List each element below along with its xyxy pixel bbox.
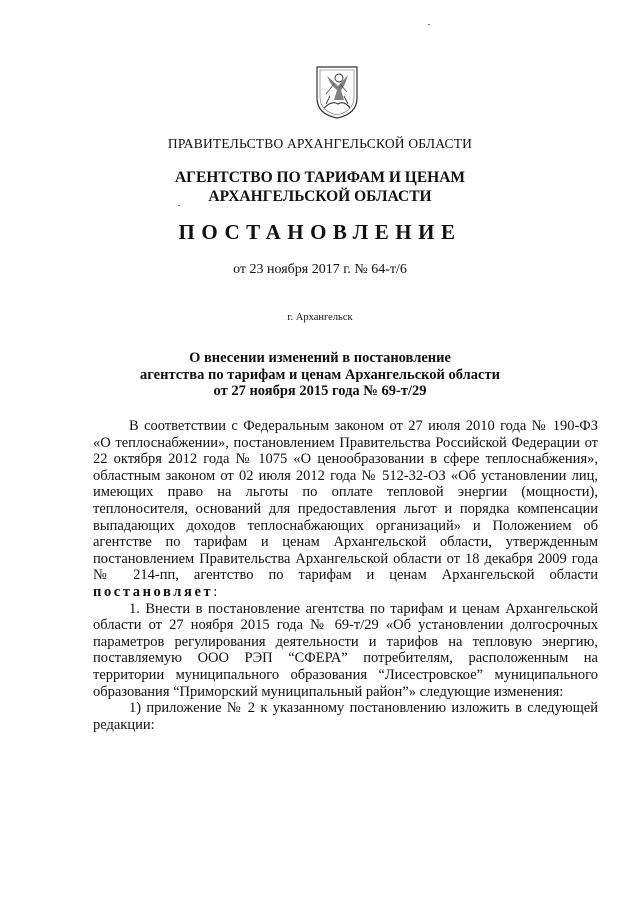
agency-name <box>0 168 640 206</box>
subject-line3: от 27 ноября 2015 года № 69-т/29 <box>213 383 427 399</box>
subject-line1: О внесении изменений в постановление <box>189 350 451 366</box>
government-name: ПРАВИТЕЛЬСТВО АРХАНГЕЛЬСКОЙ ОБЛАСТИ <box>167 136 473 151</box>
city: г. Архангельск <box>287 312 353 323</box>
preamble-colon: : <box>213 583 218 600</box>
preamble-text: В соответствии с Федеральным законом от 27 июля 2010 года № 190-ФЗ «О теплоснабжении», постановлением Правительства Российской Федерации от 22 октября 2012 года № 1075 «О ценообразовании в сфере теплоснабжения», областным законом от 02 июля 2012 года № 512-32-ОЗ «Об установлении лиц, имеющих право на льготы по оплате тепловой энергии (мощности), теплоносителя, оснований для предоставления льгот и порядка компенсации выпадающих доходов теплоснабжающих организаций» и Положением об агентстве по тарифам и ценам Архангельской области, утвержденным постановлением Правительства Архангельской области от 18 декабря 2009 года № 214-пп, агентство по тарифам и ценам Архангельской области <box>93 418 598 584</box>
document-type: ПОСТАНОВЛЕНИЕ <box>178 220 462 244</box>
resolution-keyword: постановляет <box>93 583 214 600</box>
coat-of-arms-icon <box>314 64 360 120</box>
date-number: от 23 ноября 2017 г. № 64-т/6 <box>233 262 407 277</box>
scan-speck <box>428 24 430 25</box>
paragraph-subitem-1: 1) приложение № 2 к указанному постановлению изложить в следующей редакции: <box>93 700 598 733</box>
paragraph-preamble <box>93 418 598 601</box>
paragraph-item-1: 1. Внести в постановление агентства по тарифам и ценам Архангельской области от 27 ноября 2015 года № 69-т/29 «Об установлении долгосрочных параметров регулирования деятельности и тарифов на тепловую энергию, поставляемую ООО РЭП “СФЕРА” потребителям, расположенным на территории муниципального образования “Лисестровское” муниципального образования “Приморский муниципальный район”» следующие изменения: <box>93 600 598 700</box>
document-subject <box>0 350 640 400</box>
document-body <box>93 418 598 733</box>
agency-name-line2: АРХАНГЕЛЬСКОЙ ОБЛАСТИ <box>208 188 432 205</box>
subject-line2: агентства по тарифам и ценам Архангельской области <box>140 366 500 383</box>
agency-name-line1: АГЕНТСТВО ПО ТАРИФАМ И ЦЕНАМ <box>174 169 466 186</box>
